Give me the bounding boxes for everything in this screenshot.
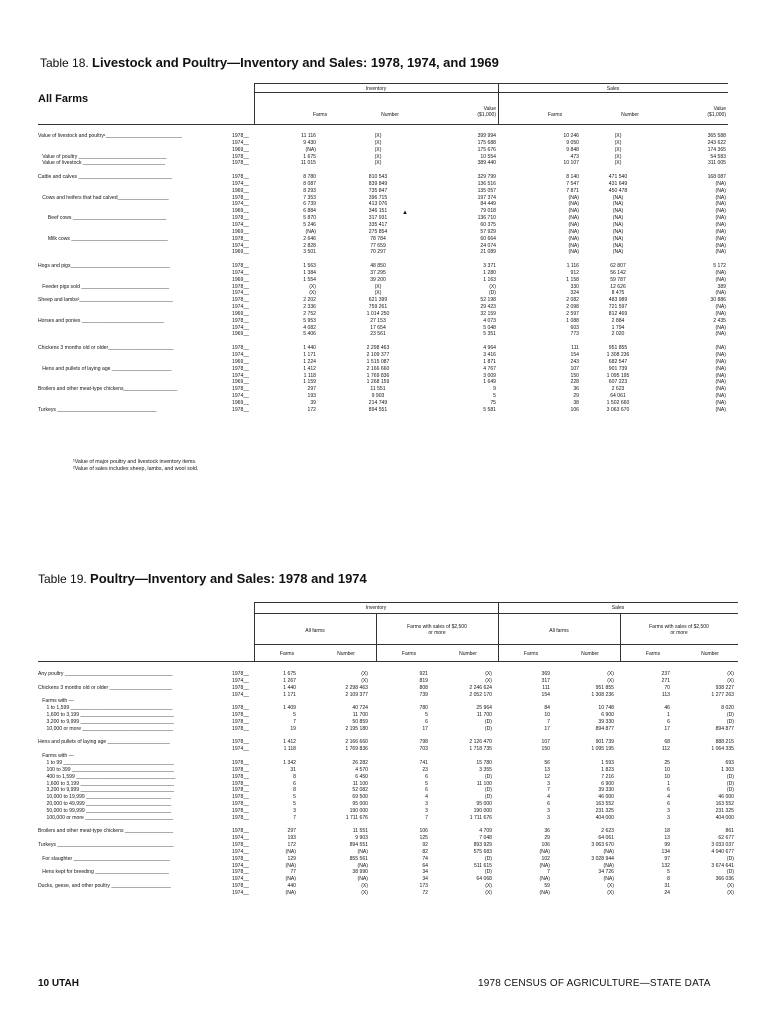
t19-h-number-2: Number: [459, 651, 477, 657]
t19-inv-all-farms-header: All farms: [305, 628, 325, 634]
t18-inventory-header: Inventory: [365, 86, 387, 92]
t19-sales-all-farms-header: All farms: [549, 628, 569, 634]
t19-h-number-4: Number: [701, 651, 719, 657]
t19-s-number: (X) (X) 951 855 1 308 236 10 748 6 900 39 330 894 877 901 739 1 095 195 1 593 1 823 7 216 6 900 39 330 46 000 163 552 231 325 404 000 2 623 64 061 3 063 670 (NA) 3 028 944 (NA) 34 726 (NA) (X) (X): [591, 671, 614, 896]
t18-sales-farms: 10 246 9 050 9 848 473 10 107 8 140 7 547 7 871 (NA) (NA) (NA) (NA) (NA) (NA) (NA) (NA) (NA) 1 116 912 1 158 330 324 2 082 2 098 2 597 1 088 603 773 111 154 243 107 150 228 36 29 38 106: [563, 133, 579, 413]
census-footer: 1978 CENSUS OF AGRICULTURE—STATE DATA: [478, 978, 711, 989]
t18-inv-number-header: Number: [381, 112, 399, 118]
t19-years: 1978__ 1974__ 1978__ 1974__ 1978__ 1978__ 1978__ 1978__ 1978__ 1974__ 1978__ 1978__ 1978__ 1978__ 1978__ 1978__ 1978__ 1978__ 1978__ 1978__ 1974__ 1978__ 1974__ 1978__ 1974__ 1978__ 1974__ 1978__ 1974__: [232, 671, 249, 896]
t18-sales-header: Sales: [606, 86, 620, 92]
t19-sk-farms: 237 271 70 113 46 1 6 17 68 112 25 10 10 1 6 4 6 3 3 18 13 99 134 97 132 5 8 31 24: [661, 671, 670, 896]
t18-rule-group: [254, 92, 728, 93]
t19-h-number-3: Number: [581, 651, 599, 657]
t19-h-farms-2: Farms: [401, 651, 417, 657]
t19-rule-group: [254, 613, 738, 614]
t19-rule-top: [254, 602, 738, 603]
t19-k-farms: 921 819 808 739 780 5 6 17 798 703 741 23 6 5 6 4 3 3 7 106 125 92 82 74 64 34 34 173 72: [419, 671, 428, 896]
t18-inv-farms-header: Farms: [312, 112, 328, 118]
t19-rule-sub: [254, 644, 738, 645]
t19-vline-2: [376, 613, 377, 661]
t19-all-farms: 1 675 1 267 1 440 1 171 1 409 5 7 19 1 412 1 118 1 342 31 8 6 8 5 5 3 7 297 193 172 (NA) 129 (NA) 77 (NA) 440 (NA): [283, 671, 296, 896]
page-number: 10 UTAH: [38, 978, 79, 989]
t19-inventory-header: Inventory: [365, 605, 387, 611]
t18-inv-value-header: Value ($1,000): [477, 106, 496, 118]
t19-sales-2500-header: Farms with sales of $2,500 or more: [649, 624, 709, 636]
t18-sales-number: (X) (X) (X) (X) (X) 471 540 431 649 450 478 (NA) (NA) (NA) (NA) (NA) (NA) (NA) (NA) (NA) 62 807 56 142 59 787 12 626 8 475 483 989 721 597 812 469 2 884 1 794 2 020 951 855 1 308 236 682 547 901 739 1 095 195 607 223 2 623 64 061 1 502 660 3 063 670: [606, 133, 630, 413]
table-19-number: Table 19.: [38, 572, 87, 586]
table-19-title: [38, 571, 367, 586]
t18-sales-farms-header: Farms: [547, 112, 563, 118]
t19-h-farms-1: Farms: [279, 651, 295, 657]
t19-s-farms: 369 317 111 154 84 10 7 17 107 150 56 13 12 3 7 4 6 3 3 36 29 106 (NA) 102 (NA) 7 (NA) 59 (NA): [539, 671, 550, 896]
t19-sk-number: (X) (X) 938 227 1 277 263 8 020 (D) (D) 894 877 888 215 1 064 335 693 1 303 (D) (D) (D) 46 000 163 552 231 325 404 000 861 62 677 3 033 037 4 040 677 (D) 3 674 641 (D) 366 036 (X) (X): [711, 671, 734, 896]
t19-h-farms-4: Farms: [645, 651, 661, 657]
t19-all-number: (X) (X) 2 298 463 2 109 377 40 724 11 700 50 859 2 195 180 2 166 660 1 769 836 26 282 4 570 6 450 11 100 52 082 69 500 95 000 190 000 1 711 676 11 551 9 903 894 551 (NA) 855 561 (NA) 38 990 (NA) (X) (X): [345, 671, 368, 896]
t19-rule-bottom: [38, 661, 738, 662]
t19-row-labels: Any poultry ______________________________________ Chickens 3 months old or older ______________________ Farms with — 1 to 1,599 ____________________________________ 1,600 to 3,199 _________________________________ 3,200 to 9,999 _________________________________ 10,000 or more ________________________________ Hens and pullets of laying age ______________________ Farms with — 1 to 99 _______________________________________ 100 to 399 ____________________________________ 400 to 1,599 ___________________________________ 1,600 to 3,199 _________________________________ 3,200 to 9,999 _________________________________ 10,000 to 19,999 ______________________________ 20,000 to 49,999 ______________________________ 50,000 to 99,999 ______________________________ 100,000 or more _______________________________ Broilers and other meat-type chickens _________________ Turkeys _________________________________________ For slaughter __________________________________ Hens kept for breeding __________________________ Ducks, geese, and other poultry _____________________: [38, 671, 176, 890]
table-18-number: Table 18.: [40, 56, 89, 70]
t18-inv-farms: 11 116 9 430 (NA) 1 675 11 015 8 780 8 087 8 293 7 353 6 739 6 884 5 870 5 246 (NA) 2 646 2 828 3 501 1 563 1 384 1 554 (X) (X) 2 202 2 336 2 752 5 953 4 082 5 406 1 440 1 171 1 224 1 412 1 118 1 159 297 193 39 172: [300, 133, 316, 413]
t19-sales-header: Sales: [611, 605, 625, 611]
table-18-title: [40, 55, 499, 70]
table-19-heading: Poultry—Inventory and Sales: 1978 and 1974: [90, 571, 367, 586]
t18-years: 1978__ 1974__ 1969__ 1978__ 1978__ 1978__ 1974__ 1969__ 1978__ 1974__ 1969__ 1978__ 1974__ 1969__ 1978__ 1974__ 1969__ 1978__ 1974__ 1969__ 1978__ 1974__ 1978__ 1974__ 1969__ 1978__ 1974__ 1969__ 1978__ 1974__ 1969__ 1978__ 1974__ 1969__ 1978__ 1974__ 1969__ 1978__: [232, 133, 249, 413]
t18-sales-value: 365 588 243 622 174 365 54 583 311 005 168 087 (NA) (NA) (NA) (NA) (NA) (NA) (NA) (NA) (NA) (NA) (NA) 5 172 (NA) (NA) 389 (NA) 30 886 (NA) (NA) 2 435 (NA) (NA) (NA) (NA) (NA) (NA) (NA) (NA) (NA) (NA) (NA) (NA): [707, 133, 726, 413]
t18-row-labels: Value of livestock and poultry¹___________________________ Value of poultry _______________________________ Value of livestock _____________________________ Cattle and calves _________________________________ Cows and heifers that had calved__________________ Beef cows _________________________________ Milk cows __________________________________ Hogs and pigs___________________________________ Feeder pigs sold _______________________________ Sheep and lambs²_________________________________ Horses and ponies _____________________________ Chickens 3 months old or older_______________________ Hens and pullets of laying age _____________________ Broilers and other meat-type chickens___________________ Turkeys ___________________________________: [38, 133, 183, 413]
t18-sales-value-header: Value ($1,000): [707, 106, 726, 118]
t18-rule-bottom: [38, 124, 728, 125]
table-18-heading: Livestock and Poultry—Inventory and Sales: 1978, 1974, and 1969: [92, 55, 499, 70]
t19-k-number: (X) (X) 2 246 624 2 052 170 25 964 11 700 (D) (D) 2 126 470 1 718 735 15 780 3 355 (D) 11 100 (D) (D) 95 000 190 000 1 711 676 4 709 7 048 893 929 575 683 (D) 511 615 (D) 64 068 (X) (X): [469, 671, 492, 896]
t18-inv-value: 399 994 175 688 175 676 10 554 389 440 329 799 136 516 135 057 197 374 84 449 79 018 136 710 60 375 57 929 60 664 24 074 21 089 3 371 1 280 1 163 (X) (D) 52 198 29 423 32 159 4 073 5 048 5 351 4 964 3 416 1 871 4 767 3 009 1 649 9 5 75 5 581: [477, 133, 496, 413]
t18-footnotes: ¹Value of major poultry and livestock inventory items. ²Value of sales includes sheep, lambs, and wool sold.: [73, 459, 199, 472]
t18-sales-number-header: Number: [621, 112, 639, 118]
t19-h-number-1: Number: [337, 651, 355, 657]
t19-inv-2500-header: Farms with sales of $2,500 or more: [407, 624, 467, 636]
t18-rule-top: [254, 83, 728, 84]
t19-vline-4: [620, 613, 621, 661]
t19-h-farms-3: Farms: [523, 651, 539, 657]
all-farms-heading: All Farms: [38, 93, 89, 105]
t18-inv-number: (X) (X) (X) (X) (X) 810 543 839 849 735 847 396 715 413 076 346 151 317 931 335 417 275 854 78 784 77 659 70 297 48 850 37 295 39 200 (X) (X) 621 399 759 261 1 014 250 27 153 17 654 23 561 2 298 463 2 109 377 1 515 087 2 166 660 1 769 836 1 268 159 11 551 9 903 214 749 894 551: [366, 133, 390, 413]
tick-mark: ▲: [402, 210, 408, 216]
